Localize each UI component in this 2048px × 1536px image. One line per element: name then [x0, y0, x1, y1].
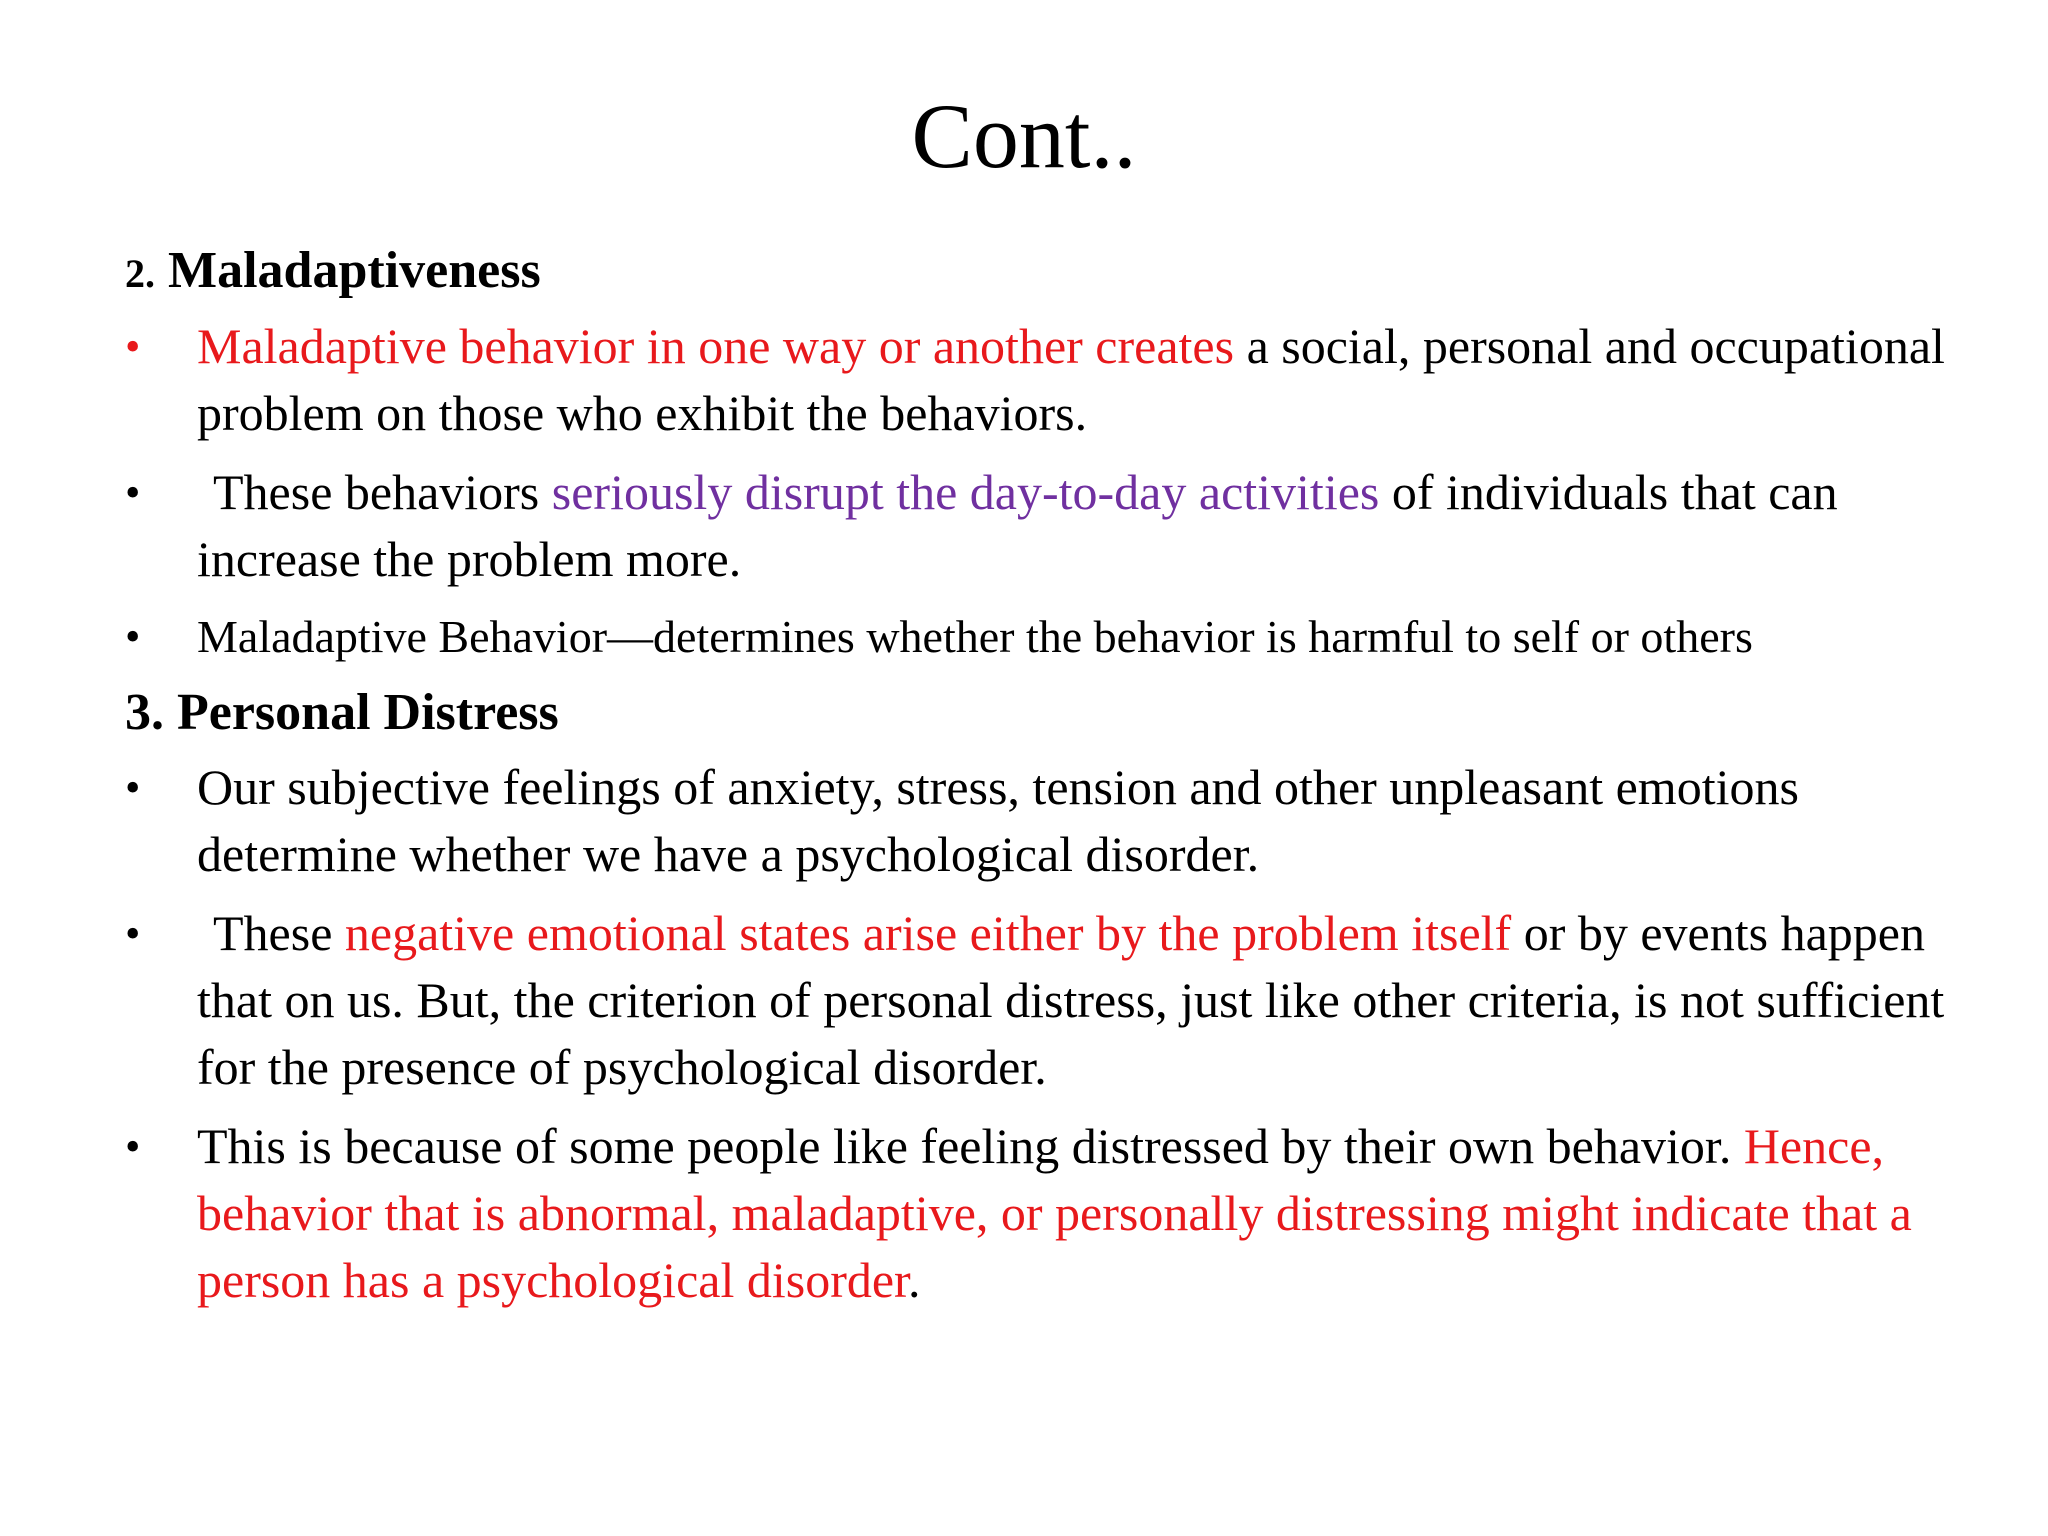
bullet-text: This is because of some people like feeling distressed by their own behavior. — [197, 1118, 1744, 1174]
bullet-text: These behaviors — [213, 464, 552, 520]
bullet-text: Our subjective feelings of anxiety, stress, tension and other unpleasant emotions determine whether we have a psychological disorder. — [197, 759, 1799, 882]
section-heading-text: Maladaptiveness — [155, 242, 541, 299]
bullet-text: Maladaptive Behavior—determines whether the behavior is harmful to self or others — [197, 611, 1753, 662]
bullet-item — [125, 900, 1955, 1101]
bullet-item — [125, 605, 1955, 668]
bullet-text: of individuals that can increase the problem more. — [197, 464, 1838, 587]
bullet-item — [125, 1113, 1955, 1314]
bullet-marker: • — [125, 612, 141, 661]
slide-content — [125, 238, 1955, 1326]
bullet-text: a social, personal and occupational problem on those who exhibit the behaviors. — [197, 318, 1945, 441]
bullet-text: These — [213, 905, 345, 961]
bullet-item — [125, 313, 1955, 447]
bullet-list-personal-distress — [125, 754, 1955, 1314]
bullet-marker: • — [125, 763, 141, 812]
bullet-text: or by events happen that on us. But, the criterion of personal distress, just like other criteria, is not sufficient for the presence of psychological disorder. — [197, 905, 1945, 1095]
bullet-text-highlight: seriously disrupt the day-to-day activities — [551, 464, 1380, 520]
section-heading-maladaptiveness — [125, 238, 1955, 307]
section-number: 2. — [125, 251, 155, 296]
bullet-text-highlight: Maladaptive behavior in one way or another creates — [197, 318, 1235, 374]
bullet-item — [125, 459, 1955, 593]
section-heading-personal-distress — [125, 680, 1955, 746]
bullet-list-maladaptiveness — [125, 313, 1955, 668]
bullet-marker: • — [125, 909, 141, 958]
section-heading-text: Personal Distress — [164, 684, 559, 741]
bullet-text-highlight: negative emotional states arise either by the problem itself — [344, 905, 1512, 961]
bullet-item — [125, 754, 1955, 888]
bullet-marker: • — [125, 1122, 141, 1171]
section-number: 3. — [125, 684, 164, 741]
slide-title: Cont.. — [911, 85, 1137, 187]
bullet-marker: • — [125, 322, 141, 371]
bullet-marker: • — [125, 468, 141, 517]
bullet-text: . — [907, 1252, 921, 1308]
bullet-text-highlight: Hence, behavior that is abnormal, maladaptive, or personally distressing might indicate that a person has a psychological disorder — [197, 1118, 1912, 1308]
